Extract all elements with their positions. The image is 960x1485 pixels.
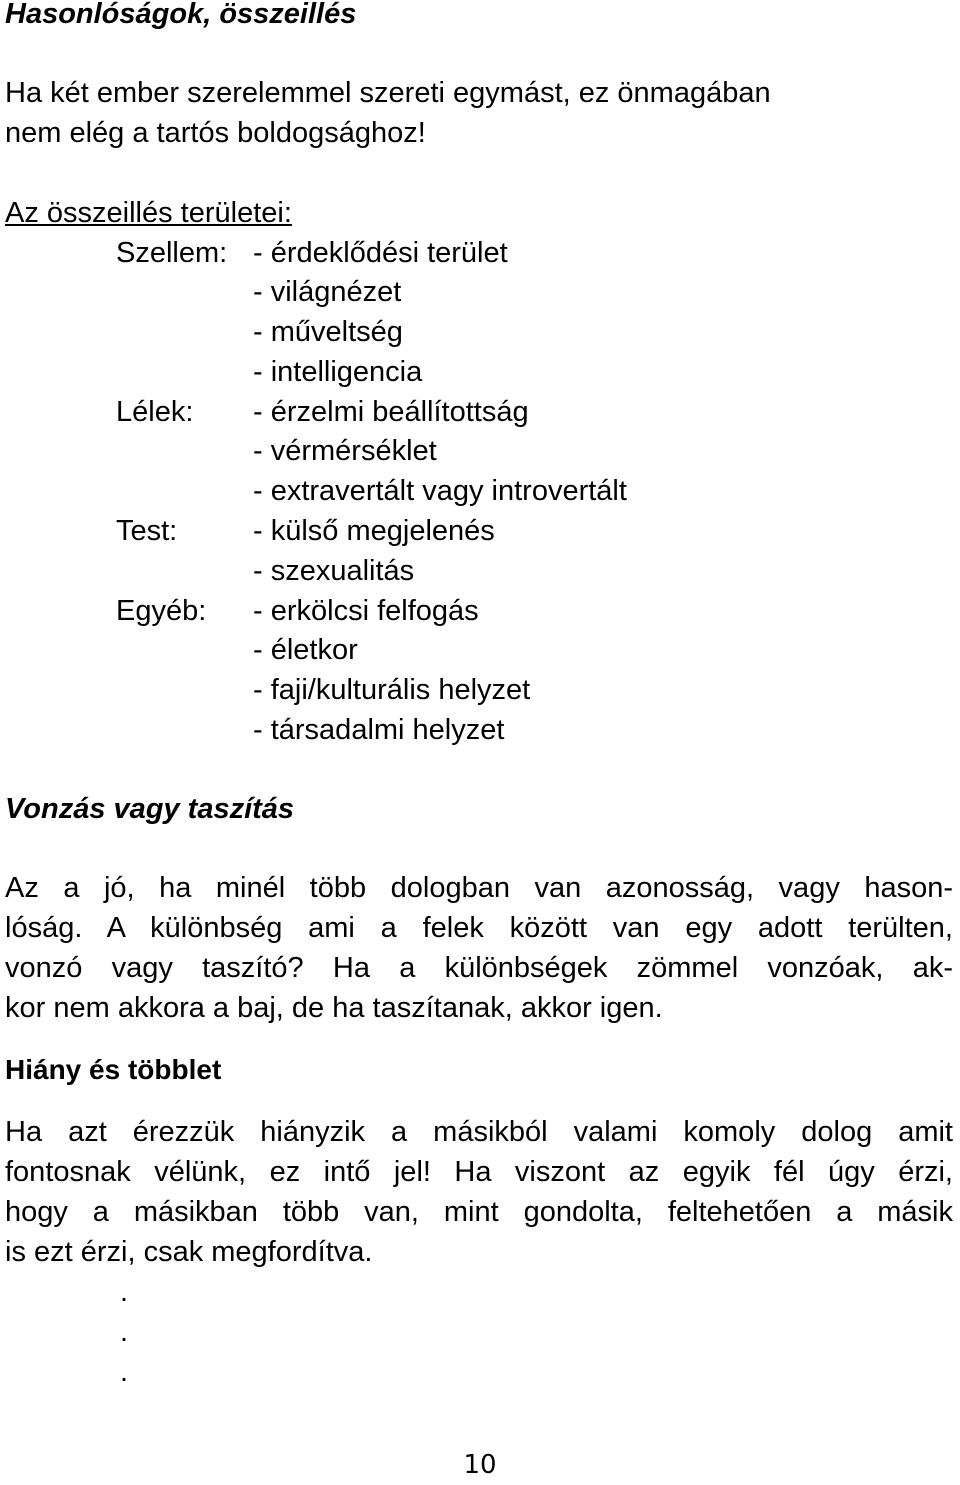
- list-item: - faji/kulturális helyzet: [253, 674, 531, 706]
- list-item: - erkölcsi felfogás: [253, 595, 479, 627]
- paragraph-line: is ezt érzi, csak megfordítva.: [5, 1236, 373, 1268]
- ellipsis-dot: .: [120, 1316, 129, 1348]
- paragraph-line: Ha azt érezzük hiányzik a másikból valami komoly dolog amit: [5, 1116, 953, 1148]
- intro-line-2: nem elég a tartós boldogsághoz!: [5, 117, 426, 149]
- ellipsis-dot: .: [120, 1356, 129, 1388]
- ellipsis-dot: .: [120, 1276, 129, 1308]
- list-item: - vérmérséklet: [253, 435, 437, 467]
- category-label-other: Egyéb:: [116, 595, 207, 627]
- page-number: 10: [463, 1450, 497, 1480]
- list-item: - társadalmi helyzet: [253, 714, 505, 746]
- list-item: - szexualitás: [253, 555, 415, 587]
- paragraph-line: kor nem akkora a baj, de ha taszítanak, akkor igen.: [5, 992, 663, 1024]
- list-item: - érdeklődési terület: [253, 237, 508, 269]
- list-item: - külső megjelenés: [253, 515, 495, 547]
- paragraph-line: lóság. A különbség ami a felek között van egy adott terülten,: [5, 912, 953, 944]
- section-heading-attraction: Vonzás vagy taszítás: [5, 793, 295, 825]
- intro-line-1: Ha két ember szerelemmel szereti egymást, ez önmagában: [5, 77, 771, 109]
- paragraph-line: vonzó vagy taszító? Ha a különbségek zömmel vonzóak, ak-: [5, 952, 953, 984]
- section-heading-lack-surplus: Hiány és többlet: [5, 1054, 222, 1085]
- category-label-body: Test:: [116, 515, 178, 547]
- list-item: - műveltség: [253, 316, 403, 348]
- category-label-spirit: Szellem:: [116, 237, 228, 269]
- list-item: - életkor: [253, 634, 358, 666]
- section-heading-similarities: Hasonlóságok, összeillés: [5, 0, 357, 30]
- list-item: - érzelmi beállítottság: [253, 396, 529, 428]
- category-label-soul: Lélek:: [116, 396, 194, 428]
- paragraph-line: hogy a másikban több van, mint gondolta, feltehetően a másik: [5, 1196, 953, 1228]
- areas-heading: Az összeillés területei:: [5, 197, 292, 229]
- list-item: - extravertált vagy introvertált: [253, 475, 627, 507]
- list-item: - világnézet: [253, 276, 402, 308]
- list-item: - intelligencia: [253, 356, 423, 388]
- paragraph-line: fontosnak vélünk, ez intő jel! Ha viszont az egyik fél úgy érzi,: [5, 1156, 953, 1188]
- paragraph-line: Az a jó, ha minél több dologban van azonosság, vagy hason-: [5, 872, 953, 904]
